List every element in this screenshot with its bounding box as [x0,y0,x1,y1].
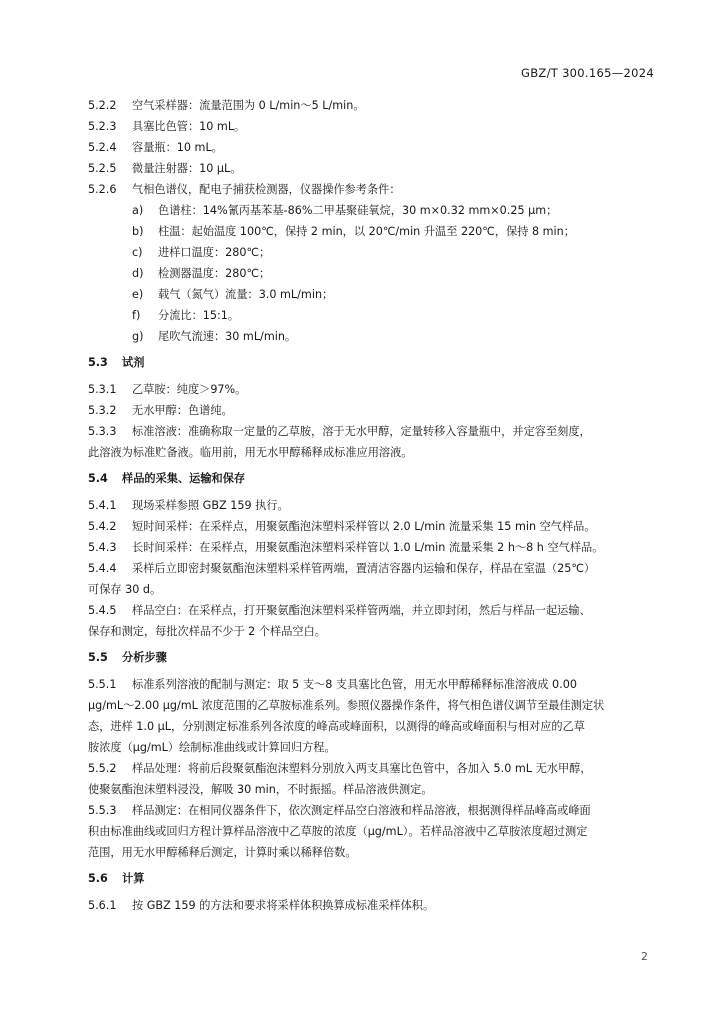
clause-number: 5.4.2 [88,520,117,533]
clause-text: 样品处理：将前后段聚氨酯泡沫塑料分别放入两支具塞比色管中，各加入 5.0 mL 无水甲醇， [132,762,592,775]
clause-number: 5.2.3 [88,120,117,133]
clause-text: 样品空白：在采样点，打开聚氨酯泡沫塑料采样管两端，并立即封闭，然后与样品一起运输、 [132,604,591,617]
clause-5-2-2 [88,95,658,116]
clause-text-continued: μg/mL～2.00 μg/mL 浓度范围的乙草胺标准系列。参照仪器操作条件，将气相色谱仪调节至最佳测定状 [88,699,605,712]
clause-number: 5.2.6 [88,183,117,196]
clause-text: 现场采样参照 GBZ 159 执行。 [132,499,289,512]
clause-number: 5.2.4 [88,141,117,154]
list-item-label: e) [132,288,144,301]
clause-5-2-4 [88,137,658,158]
list-item-text: 检测器温度：280℃； [158,267,271,280]
section-heading-5-5 [88,646,658,670]
clause-number: 5.3.1 [88,383,117,396]
clause-5-4-5 [88,600,658,642]
clause-text-continued: 积由标准曲线或回归方程计算样品溶液中乙草胺的浓度（μg/mL）。若样品溶液中乙草胺浓度超过测定 [88,825,588,838]
document-body [88,95,658,916]
clause-text: 微量注射器：10 μL。 [132,162,242,175]
clause-text: 短时间采样：在采样点，用聚氨酯泡沫塑料采样管以 2.0 L/min 流量采集 15 min 空气样品。 [132,520,596,533]
clause-number: 5.2.5 [88,162,117,175]
clause-number: 5.2.2 [88,99,117,112]
clause-5-2-3 [88,116,658,137]
section-heading-5-3 [88,351,658,375]
clause-number: 5.4.3 [88,541,117,554]
clause-5-2-6 [88,179,658,200]
clause-number: 5.5.2 [88,762,117,775]
clause-number: 5.3.3 [88,425,117,438]
section-title: 计算 [122,872,145,885]
clause-text-continued: 胺浓度（μg/mL）绘制标准曲线或计算回归方程。 [88,741,336,754]
list-item [88,242,658,263]
clause-5-2-5 [88,158,658,179]
list-item-label: c) [132,246,143,259]
list-item [88,200,658,221]
clause-number: 5.4.4 [88,562,117,575]
list-item [88,284,658,305]
clause-text: 样品测定：在相同仪器条件下，依次测定样品空白溶液和样品溶液，根据测得样品峰高或峰面 [132,804,591,817]
clause-text: 空气采样器：流量范围为 0 L/min～5 L/min。 [132,99,365,112]
section-title: 样品的采集、运输和保存 [122,472,246,485]
clause-5-6-1 [88,895,658,916]
clause-number: 5.3.2 [88,404,117,417]
list-item-text: 分流比：15:1。 [158,309,240,322]
clause-text-continued: 此溶液为标准贮备液。临用前，用无水甲醇稀释成标准应用溶液。 [88,446,413,459]
list-item-text: 柱温：起始温度 100℃，保持 2 min，以 20℃/min 升温至 220℃，保持 8 min； [158,225,575,238]
section-heading-5-6 [88,867,658,891]
list-item-text: 载气（氮气）流量：3.0 mL/min； [158,288,334,301]
clause-5-3-3 [88,421,658,463]
clause-number: 5.5.3 [88,804,117,817]
list-item-label: b) [132,225,144,238]
clause-text-continued: 保存和测定，每批次样品不少于 2 个样品空白。 [88,625,326,638]
section-number: 5.6 [88,872,108,885]
list-item-label: a) [132,204,144,217]
section-number: 5.4 [88,472,108,485]
clause-number: 5.4.1 [88,499,117,512]
clause-5-4-4 [88,558,658,600]
clause-text: 具塞比色管：10 mL。 [132,120,246,133]
list-item-label: d) [132,267,144,280]
clause-number: 5.6.1 [88,899,117,912]
section-title: 试剂 [122,356,145,369]
clause-text-continued: 范围，用无水甲醇稀释后测定，计算时乘以稀释倍数。 [88,846,357,859]
section-number: 5.3 [88,356,108,369]
clause-5-3-1 [88,379,658,400]
list-item-text: 色谱柱：14%氰丙基苯基-86%二甲基聚硅氧烷，30 m×0.32 mm×0.25 μm； [158,204,558,217]
list-item [88,221,658,242]
clause-text: 容量瓶：10 mL。 [132,141,223,154]
section-number: 5.5 [88,651,108,664]
list-item [88,305,658,326]
clause-number: 5.4.5 [88,604,117,617]
list-item-label: g) [132,330,144,343]
clause-text: 按 GBZ 159 的方法和要求将采样体积换算成标准采样体积。 [132,899,435,912]
clause-text-continued: 态，进样 1.0 μL，分别测定标准系列各浓度的峰高或峰面积，以测得的峰高或峰面积与相对应的乙草 [88,720,585,733]
clause-text-continued: 使聚氨酯泡沫塑料浸没，解吸 30 min，不时振摇。样品溶液供测定。 [88,783,433,796]
clause-text: 气相色谱仪，配电子捕获检测器，仪器操作参考条件： [132,183,401,196]
clause-5-3-2 [88,400,658,421]
list-item [88,263,658,284]
document-code: GBZ/T 300.165—2024 [521,66,654,80]
clause-text: 无水甲醇：色谱纯。 [132,404,233,417]
clause-5-5-2 [88,758,658,800]
clause-text-continued: 可保存 30 d。 [88,583,162,596]
clause-5-5-1 [88,674,658,758]
clause-5-5-3 [88,800,658,863]
clause-5-4-2 [88,516,658,537]
clause-text: 乙草胺：纯度＞97%。 [132,383,247,396]
section-heading-5-4 [88,467,658,491]
list-item [88,326,658,347]
section-title: 分析步骤 [122,651,167,664]
clause-text: 采样后立即密封聚氨酯泡沫塑料采样管两端，置清洁容器内运输和保存，样品在室温（25℃） [132,562,596,575]
clause-text: 标准系列溶液的配制与测定：取 5 支～8 支具塞比色管，用无水甲醇稀释标准溶液成 0.00 [132,678,577,691]
list-item-text: 尾吹气流速：30 mL/min。 [158,330,297,343]
list-item-label: f) [132,309,141,322]
page-number: 2 [641,950,648,963]
clause-text: 标准溶液：准确称取一定量的乙草胺，溶于无水甲醇，定量转移入容量瓶中，并定容至刻度， [132,425,591,438]
clause-text: 长时间采样：在采样点，用聚氨酯泡沫塑料采样管以 1.0 L/min 流量采集 2 h～8 h 空气样品。 [132,541,604,554]
clause-5-4-3 [88,537,658,558]
list-item-text: 进样口温度：280℃； [158,246,271,259]
clause-5-4-1 [88,495,658,516]
clause-number: 5.5.1 [88,678,117,691]
